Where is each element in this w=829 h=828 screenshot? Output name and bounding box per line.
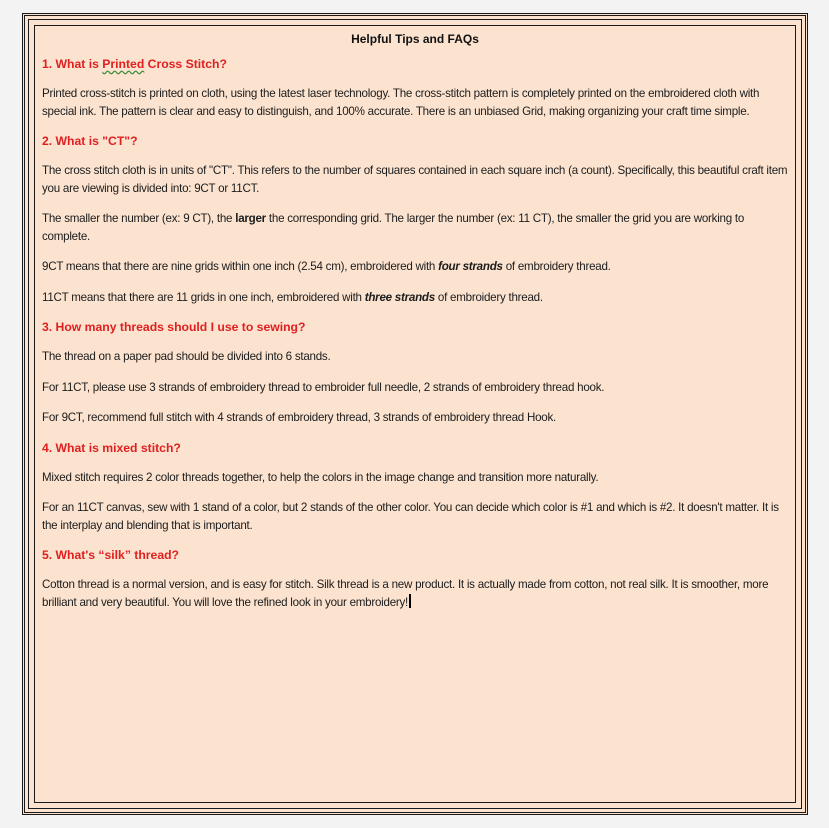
text-run: Cotton thread is a normal version, and is easy for stitch. Silk thread is a new product. It is actually made from cotton, not real silk. It is smoother, more brilliant and very beautiful. You will love the refined look in your embroidery!	[42, 578, 769, 609]
document-page	[22, 13, 808, 815]
faq-answer-4-p2: For an 11CT canvas, sew with 1 stand of a color, but 2 stands of the other color. You can decide which color is #1 and which is #2. It doesn't matter. It is the interplay and blending that is important.	[42, 501, 779, 532]
faq-answer-2-p2	[42, 210, 788, 245]
faq-heading-2: 2. What is "CT"?	[42, 134, 138, 148]
text-cursor	[409, 594, 411, 608]
spellcheck-word: Printed	[102, 57, 145, 71]
faq-heading-3: 3. How many threads should I use to sewing?	[42, 320, 306, 334]
faq-answer-2-p4	[42, 289, 788, 307]
faq-answer-3-p2: For 11CT, please use 3 strands of embroidery thread to embroider full needle, 2 strands of embroidery thread hook.	[42, 380, 605, 394]
faq-answer-2-p1: The cross stitch cloth is in units of "CT". This refers to the number of squares contained in each square inch (a count). Specifically, this beautiful craft item you are viewing is divided into: 9CT or 11CT.	[42, 164, 788, 195]
bold-italic-text: three strands	[364, 290, 435, 304]
text-run: the corresponding grid. The larger the number (ex: 11 CT), the smaller the grid you are working to complete.	[42, 212, 745, 243]
bold-text: larger	[235, 212, 266, 225]
text-run: of embroidery thread.	[434, 290, 543, 304]
faq-heading-1-rest: Cross Stitch?	[144, 57, 227, 71]
text-frame[interactable]	[34, 25, 796, 803]
faq-heading-5: 5. What's “silk” thread?	[42, 548, 179, 562]
faq-heading-4: 4. What is mixed stitch?	[42, 440, 181, 455]
text-run: 11CT means that there are 11 grids in one inch, embroidered with	[42, 290, 365, 304]
faq-answer-4-p1: Mixed stitch requires 2 color threads together, to help the colors in the image change and transition more naturally.	[42, 470, 599, 484]
faq-heading-1	[42, 56, 788, 72]
faq-answer-1: Printed cross-stitch is printed on cloth, using the latest laser technology. The cross-stitch pattern is completely printed on the embroidered cloth with special ink. The pattern is clear and easy to distinguish, and 100% accurate. There is an unbiased Grid, making organizing your craft time simple.	[42, 87, 760, 118]
faq-answer-3-p3: For 9CT, recommend full stitch with 4 strands of embroidery thread, 3 strands of embroidery thread Hook.	[42, 411, 556, 424]
text-run: 9CT means that there are nine grids within one inch (2.54 cm), embroidered with	[42, 260, 439, 273]
page-title: Helpful Tips and FAQs	[351, 32, 479, 46]
text-run: of embroidery thread.	[502, 260, 611, 273]
faq-answer-5-p1	[42, 576, 788, 611]
faq-answer-2-p3	[42, 258, 788, 276]
bold-italic-text: four strands	[438, 260, 503, 273]
faq-answer-3-p1: The thread on a paper pad should be divided into 6 stands.	[42, 350, 331, 363]
text-run: The smaller the number (ex: 9 CT), the	[42, 212, 236, 225]
faq-heading-1-number: 1. What is	[42, 57, 103, 71]
